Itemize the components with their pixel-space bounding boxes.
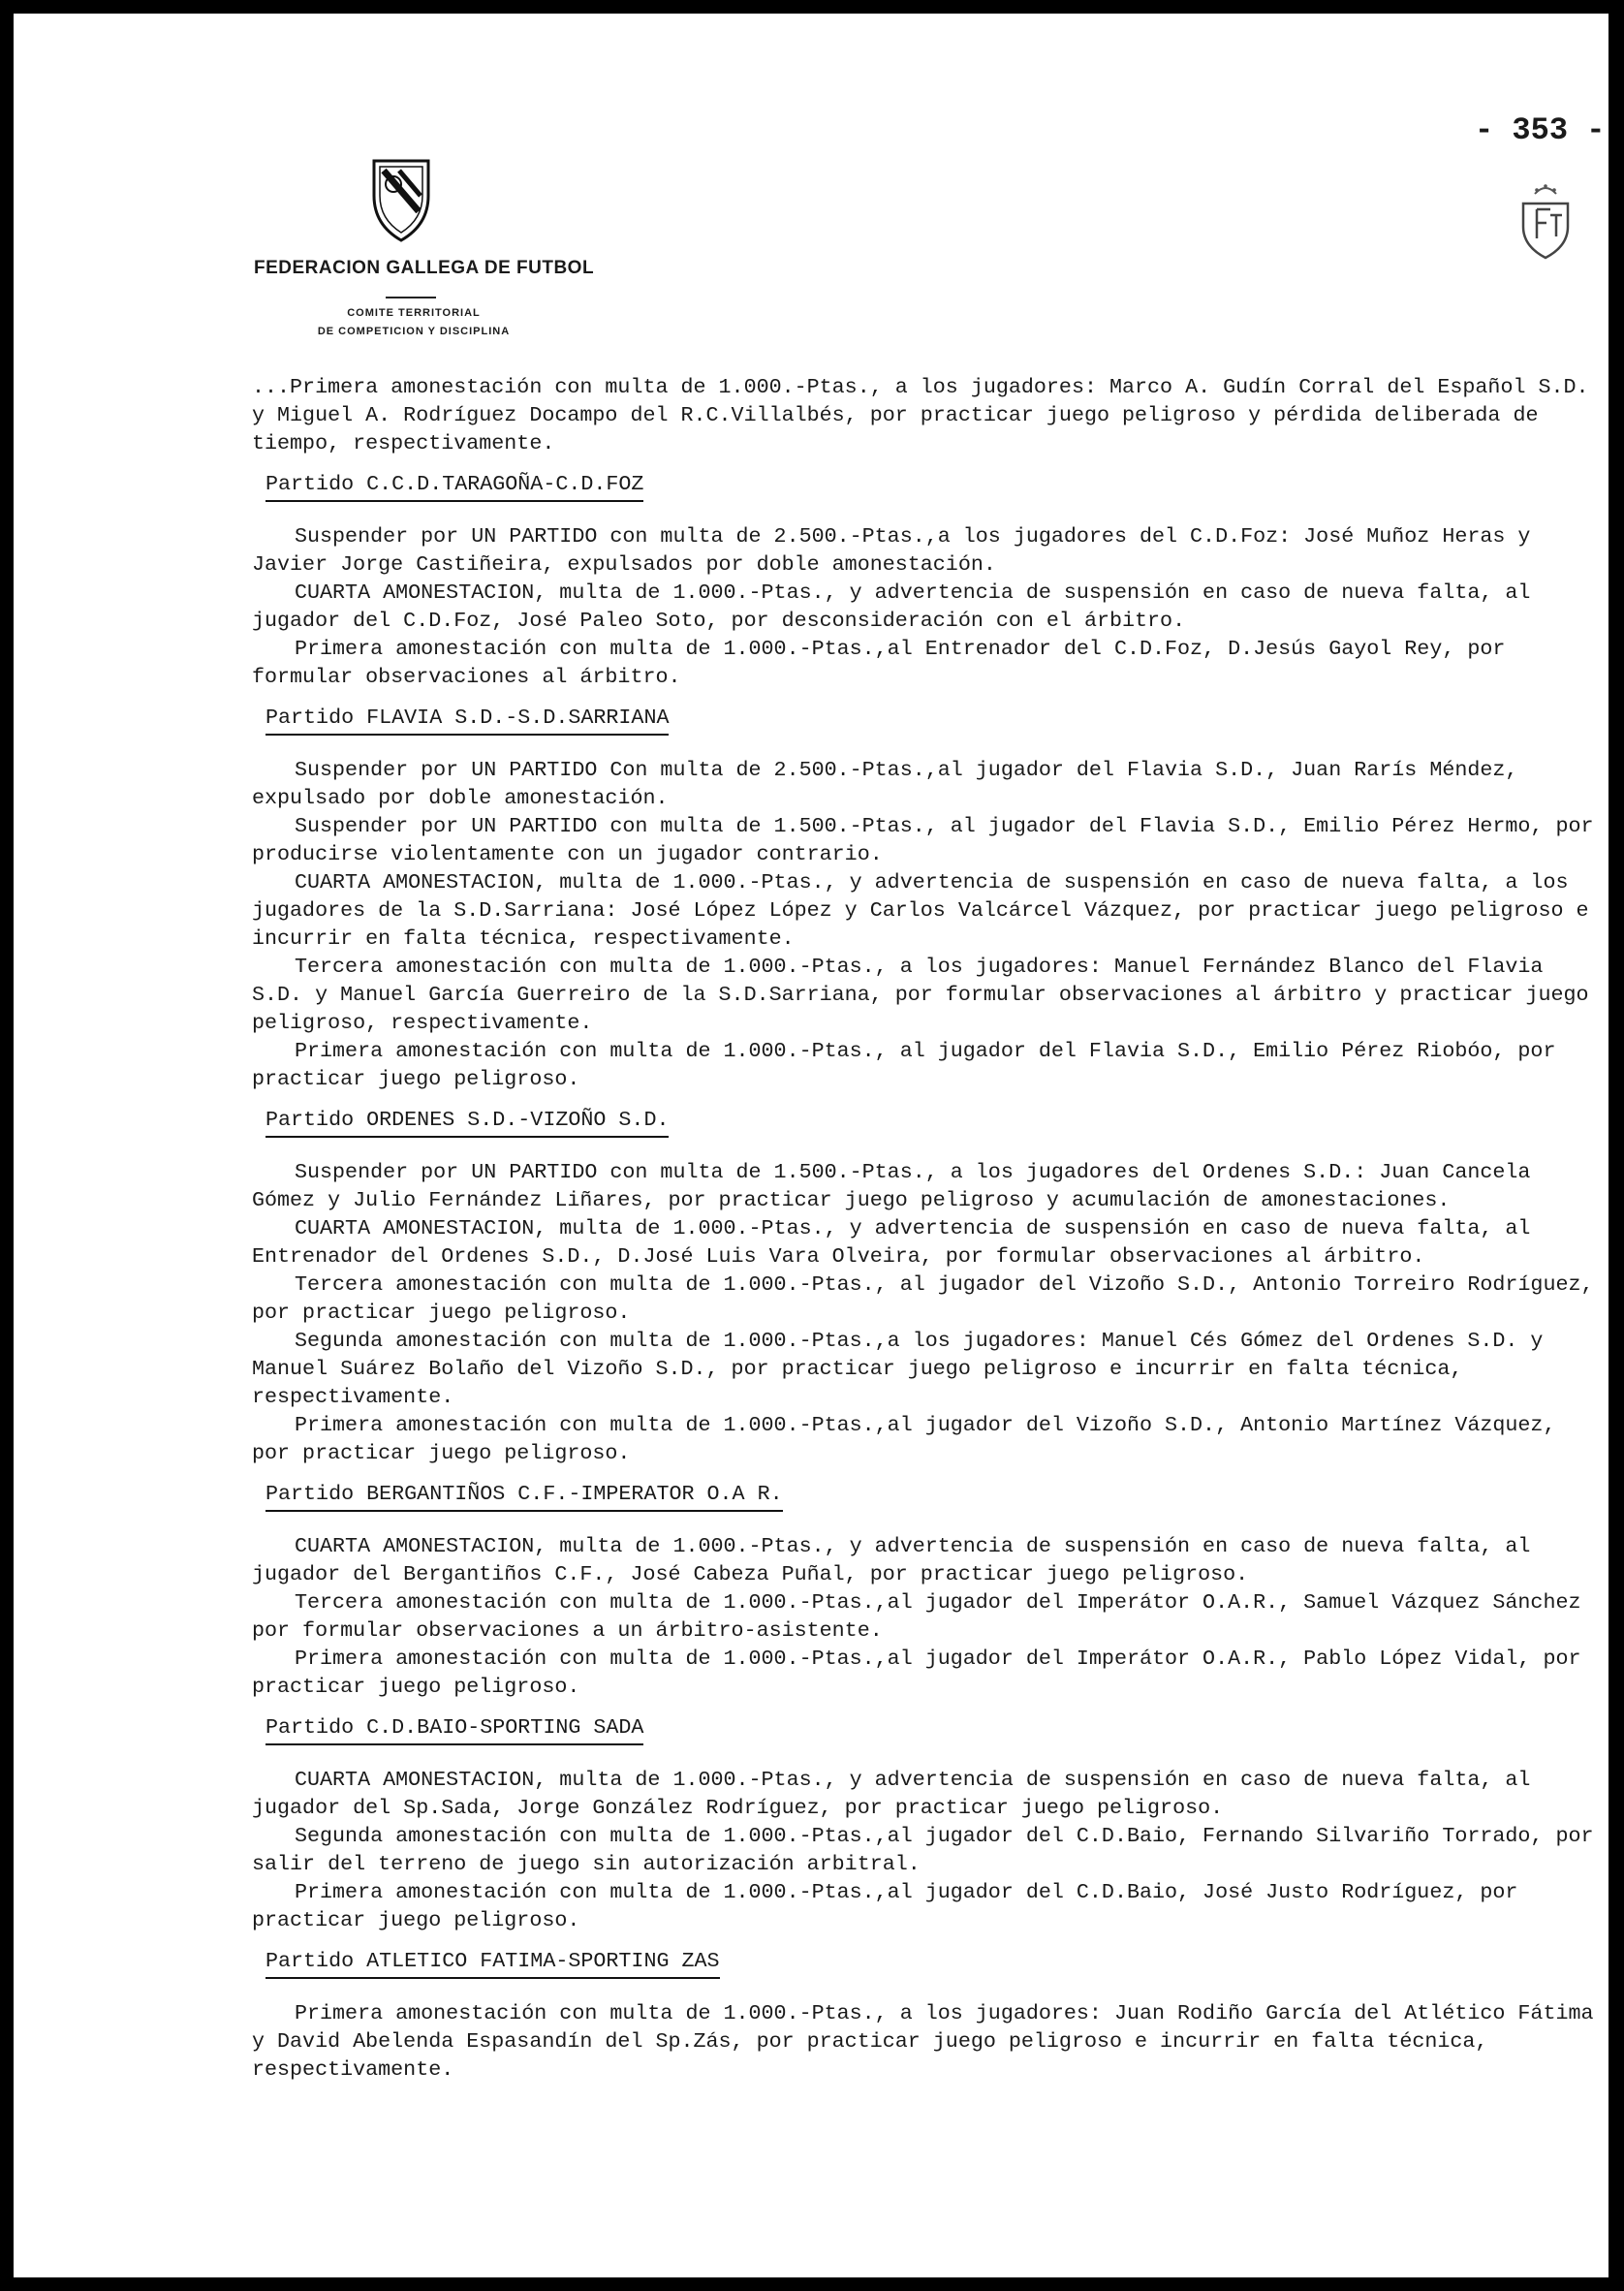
committee-name [254, 304, 574, 341]
match-heading: Partido FLAVIA S.D.-S.D.SARRIANA [265, 704, 669, 736]
ruling-paragraph: Primera amonestación con multa de 1.000.-Ptas., a los jugadores: Juan Rodiño García del Atlético Fátima y David Abelenda Espasandín del Sp.Zás, por practicar juego peligroso e incurrir en falta técnica, respectivamente. [252, 2001, 1594, 2082]
federation-shield-icon [370, 157, 432, 244]
federation-name: FEDERACION GALLEGA DE FUTBOL [254, 258, 595, 278]
ruling-paragraph: Suspender por UN PARTIDO con multa de 1.500.-Ptas., al jugador del Flavia S.D., Emilio Pérez Hermo, por producirse violentamente con un jugador contrario. [252, 814, 1594, 866]
match-section [252, 691, 1594, 1093]
intro-paragraph: ...Primera amonestación con multa de 1.000.-Ptas., a los jugadores: Marco A. Gudín Corral del Español S.D. y Miguel A. Rodríguez Docampo del R.C.Villalbés, por practicar juego peligroso y pérdida deliberada de tiempo, respectivamente. [252, 375, 1589, 455]
ruling-paragraph: Primera amonestación con multa de 1.000.-Ptas.,al jugador del Vizoño S.D., Antonio Martínez Vázquez, por practicar juego peligroso. [252, 1413, 1556, 1465]
ruling-paragraph: Segunda amonestación con multa de 1.000.-Ptas.,a los jugadores: Manuel Cés Gómez del Ordenes S.D. y Manuel Suárez Bolaño del Vizoño S.D., por practicar juego peligroso e incurrir en falta técnica, respectivamente. [252, 1329, 1544, 1409]
ruling-paragraph: Primera amonestación con multa de 1.000.-Ptas.,al Entrenador del C.D.Foz, D.Jesús Gayol Rey, por formular observaciones al árbitro. [252, 637, 1506, 689]
committee-line-1: COMITE TERRITORIAL [347, 307, 481, 319]
match-section [252, 1467, 1594, 1701]
crest-icon [1515, 180, 1576, 267]
ruling-paragraph: CUARTA AMONESTACION, multa de 1.000.-Ptas., y advertencia de suspensión en caso de nueva falta, al jugador del Bergantiños C.F., José Cabeza Puñal, por practicar juego peligroso. [252, 1534, 1531, 1586]
match-heading: Partido C.D.BAIO-SPORTING SADA [265, 1713, 643, 1745]
ruling-paragraph: Primera amonestación con multa de 1.000.-Ptas.,al jugador del Imperátor O.A.R., Pablo López Vidal, por practicar juego peligroso. [252, 1647, 1581, 1699]
ruling-paragraph: CUARTA AMONESTACION, multa de 1.000.-Ptas., y advertencia de suspensión en caso de nueva falta, al jugador del C.D.Foz, José Paleo Soto, por desconsideración con el árbitro. [252, 581, 1531, 633]
ruling-paragraph: Tercera amonestación con multa de 1.000.-Ptas.,al jugador del Imperátor O.A.R., Samuel Vázquez Sánchez por formular observaciones a un árbitro-asistente. [252, 1590, 1581, 1643]
match-section [252, 1093, 1594, 1467]
ruling-paragraph: Primera amonestación con multa de 1.000.-Ptas., al jugador del Flavia S.D., Emilio Pérez Riobóo, por practicar juego peligroso. [252, 1039, 1556, 1091]
match-heading: Partido C.C.D.TARAGOÑA-C.D.FOZ [265, 470, 643, 502]
match-section [252, 1701, 1594, 1934]
resolutions-body [252, 373, 1594, 2084]
ruling-paragraph: Suspender por UN PARTIDO con multa de 2.500.-Ptas.,a los jugadores del C.D.Foz: José Muñoz Heras y Javier Jorge Castiñeira, expulsados por doble amonestación. [252, 524, 1531, 577]
committee-line-2: DE COMPETICION Y DISCIPLINA [317, 326, 511, 337]
ruling-paragraph: Segunda amonestación con multa de 1.000.-Ptas.,al jugador del C.D.Baio, Fernando Silvariño Torrado, por salir del terreno de juego sin autorización arbitral. [252, 1824, 1594, 1876]
match-heading: Partido BERGANTIÑOS C.F.-IMPERATOR O.A R. [265, 1480, 783, 1512]
ruling-paragraph: CUARTA AMONESTACION, multa de 1.000.-Ptas., y advertencia de suspensión en caso de nueva falta, al jugador del Sp.Sada, Jorge González Rodríguez, por practicar juego peligroso. [252, 1768, 1531, 1820]
ruling-paragraph: Tercera amonestación con multa de 1.000.-Ptas., al jugador del Vizoño S.D., Antonio Torreiro Rodríguez, por practicar juego peligroso. [252, 1272, 1594, 1325]
header-divider [386, 297, 436, 298]
match-heading: Partido ORDENES S.D.-VIZOÑO S.D. [265, 1106, 669, 1138]
page-number: - 353 - [1475, 112, 1606, 148]
ruling-paragraph: CUARTA AMONESTACION, multa de 1.000.-Ptas., y advertencia de suspensión en caso de nueva falta, a los jugadores de la S.D.Sarriana: José López López y Carlos Valcárcel Vázquez, por practicar juego peligroso e incurrir en falta técnica, respectivamente. [252, 870, 1589, 951]
ruling-paragraph: Suspender por UN PARTIDO Con multa de 2.500.-Ptas.,al jugador del Flavia S.D., Juan Rarís Méndez, expulsado por doble amonestación. [252, 758, 1518, 810]
match-section [252, 1934, 1594, 2084]
ruling-paragraph: Tercera amonestación con multa de 1.000.-Ptas., a los jugadores: Manuel Fernández Blanco del Flavia S.D. y Manuel García Guerreiro de la S.D.Sarriana, por formular observaciones al árbitro y practicar juego peligroso, respectivamente. [252, 955, 1589, 1035]
ruling-paragraph: Primera amonestación con multa de 1.000.-Ptas.,al jugador del C.D.Baio, José Justo Rodríguez, por practicar juego peligroso. [252, 1880, 1518, 1932]
match-heading: Partido ATLETICO FATIMA-SPORTING ZAS [265, 1947, 720, 1979]
ruling-paragraph: Suspender por UN PARTIDO con multa de 1.500.-Ptas., a los jugadores del Ordenes S.D.: Juan Cancela Gómez y Julio Fernández Liñares, por practicar juego peligroso y acumulación de amonestaciones. [252, 1160, 1531, 1212]
match-section [252, 457, 1594, 691]
document-page [14, 14, 1608, 2277]
ruling-paragraph: CUARTA AMONESTACION, multa de 1.000.-Ptas., y advertencia de suspensión en caso de nueva falta, al Entrenador del Ordenes S.D., D.José Luis Vara Olveira, por formular observaciones al árbitro. [252, 1216, 1531, 1269]
